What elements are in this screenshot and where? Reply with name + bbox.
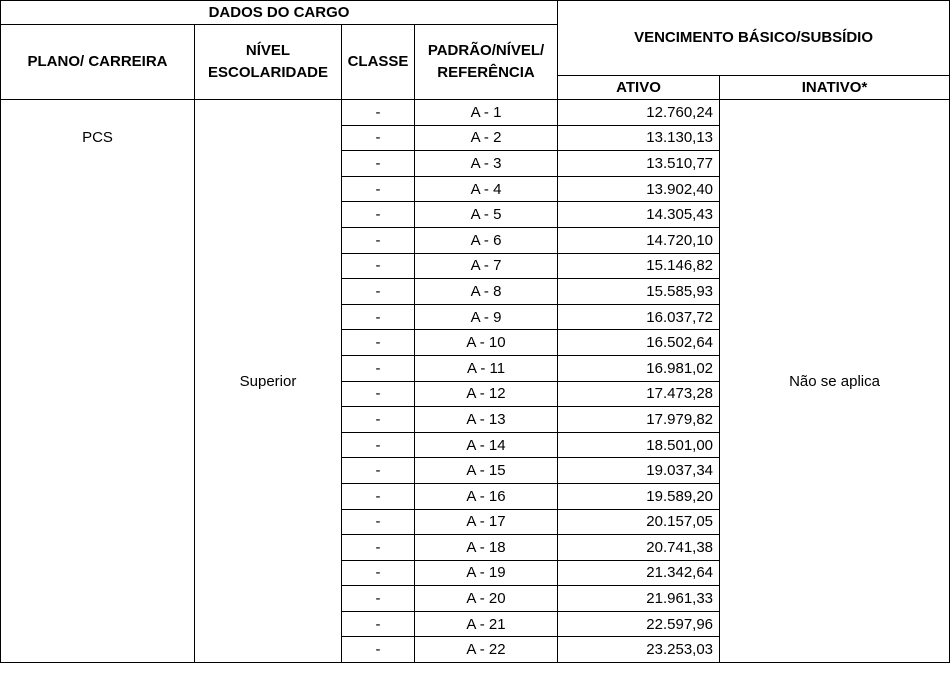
cell-padrao: A - 21 (415, 611, 558, 637)
cell-padrao: A - 12 (415, 381, 558, 407)
group-header: DADOS DO CARGO (1, 1, 558, 25)
cell-padrao: A - 5 (415, 202, 558, 228)
cell-classe: - (342, 279, 415, 305)
cell-ativo: 14.720,10 (558, 227, 720, 253)
header-inativo: INATIVO* (720, 76, 950, 100)
cell-ativo: 20.741,38 (558, 535, 720, 561)
cell-padrao: A - 4 (415, 176, 558, 202)
cell-ativo: 18.501,00 (558, 432, 720, 458)
cell-classe: - (342, 586, 415, 612)
cell-ativo: 22.597,96 (558, 611, 720, 637)
cell-classe: - (342, 535, 415, 561)
cell-ativo: 16.981,02 (558, 355, 720, 381)
cell-ativo: 13.902,40 (558, 176, 720, 202)
cell-classe: - (342, 407, 415, 433)
cell-padrao: A - 2 (415, 125, 558, 151)
cell-ativo: 21.961,33 (558, 586, 720, 612)
cell-classe: - (342, 253, 415, 279)
cell-padrao: A - 11 (415, 355, 558, 381)
cell-ativo: 15.146,82 (558, 253, 720, 279)
cell-classe: - (342, 100, 415, 126)
cell-padrao: A - 3 (415, 151, 558, 177)
cell-ativo: 17.979,82 (558, 407, 720, 433)
cell-padrao: A - 19 (415, 560, 558, 586)
cell-classe: - (342, 458, 415, 484)
cell-ativo: 15.585,93 (558, 279, 720, 305)
cell-padrao: A - 6 (415, 227, 558, 253)
cell-padrao: A - 1 (415, 100, 558, 126)
header-plano: PLANO/ CARREIRA (1, 25, 195, 100)
cell-ativo: 12.760,24 (558, 100, 720, 126)
cell-classe: - (342, 432, 415, 458)
cell-classe: - (342, 509, 415, 535)
cell-padrao: A - 9 (415, 304, 558, 330)
cell-padrao: A - 17 (415, 509, 558, 535)
cell-ativo: 13.130,13 (558, 125, 720, 151)
cell-padrao: A - 10 (415, 330, 558, 356)
cell-padrao: A - 8 (415, 279, 558, 305)
cell-nivel: Superior (195, 100, 342, 663)
cell-padrao: A - 7 (415, 253, 558, 279)
cell-ativo: 23.253,03 (558, 637, 720, 663)
cell-plano: PCS (1, 100, 195, 663)
header-padrao: PADRÃO/NÍVEL/ REFERÊNCIA (415, 25, 558, 100)
cell-padrao: A - 22 (415, 637, 558, 663)
cell-classe: - (342, 151, 415, 177)
cell-ativo: 19.589,20 (558, 483, 720, 509)
cell-padrao: A - 18 (415, 535, 558, 561)
cell-padrao: A - 15 (415, 458, 558, 484)
cell-ativo: 13.510,77 (558, 151, 720, 177)
header-ativo: ATIVO (558, 76, 720, 100)
cell-classe: - (342, 330, 415, 356)
cell-inativo: Não se aplica (720, 100, 950, 663)
cell-classe: - (342, 483, 415, 509)
header-nivel: NÍVEL ESCOLARIDADE (195, 25, 342, 100)
table-row (1, 100, 950, 126)
cell-ativo: 20.157,05 (558, 509, 720, 535)
cell-ativo: 14.305,43 (558, 202, 720, 228)
cell-classe: - (342, 637, 415, 663)
cell-ativo: 16.502,64 (558, 330, 720, 356)
cell-padrao: A - 14 (415, 432, 558, 458)
cell-classe: - (342, 304, 415, 330)
header-classe: CLASSE (342, 25, 415, 100)
header-vencimento: VENCIMENTO BÁSICO/SUBSÍDIO (558, 1, 950, 76)
cell-classe: - (342, 176, 415, 202)
cell-classe: - (342, 381, 415, 407)
cell-ativo: 17.473,28 (558, 381, 720, 407)
cell-padrao: A - 20 (415, 586, 558, 612)
cell-classe: - (342, 202, 415, 228)
cell-classe: - (342, 611, 415, 637)
cell-ativo: 16.037,72 (558, 304, 720, 330)
table-body (1, 100, 950, 663)
cell-padrao: A - 16 (415, 483, 558, 509)
cell-ativo: 21.342,64 (558, 560, 720, 586)
cell-padrao: A - 13 (415, 407, 558, 433)
cell-ativo: 19.037,34 (558, 458, 720, 484)
cell-classe: - (342, 125, 415, 151)
cell-classe: - (342, 227, 415, 253)
cell-classe: - (342, 560, 415, 586)
cell-classe: - (342, 355, 415, 381)
